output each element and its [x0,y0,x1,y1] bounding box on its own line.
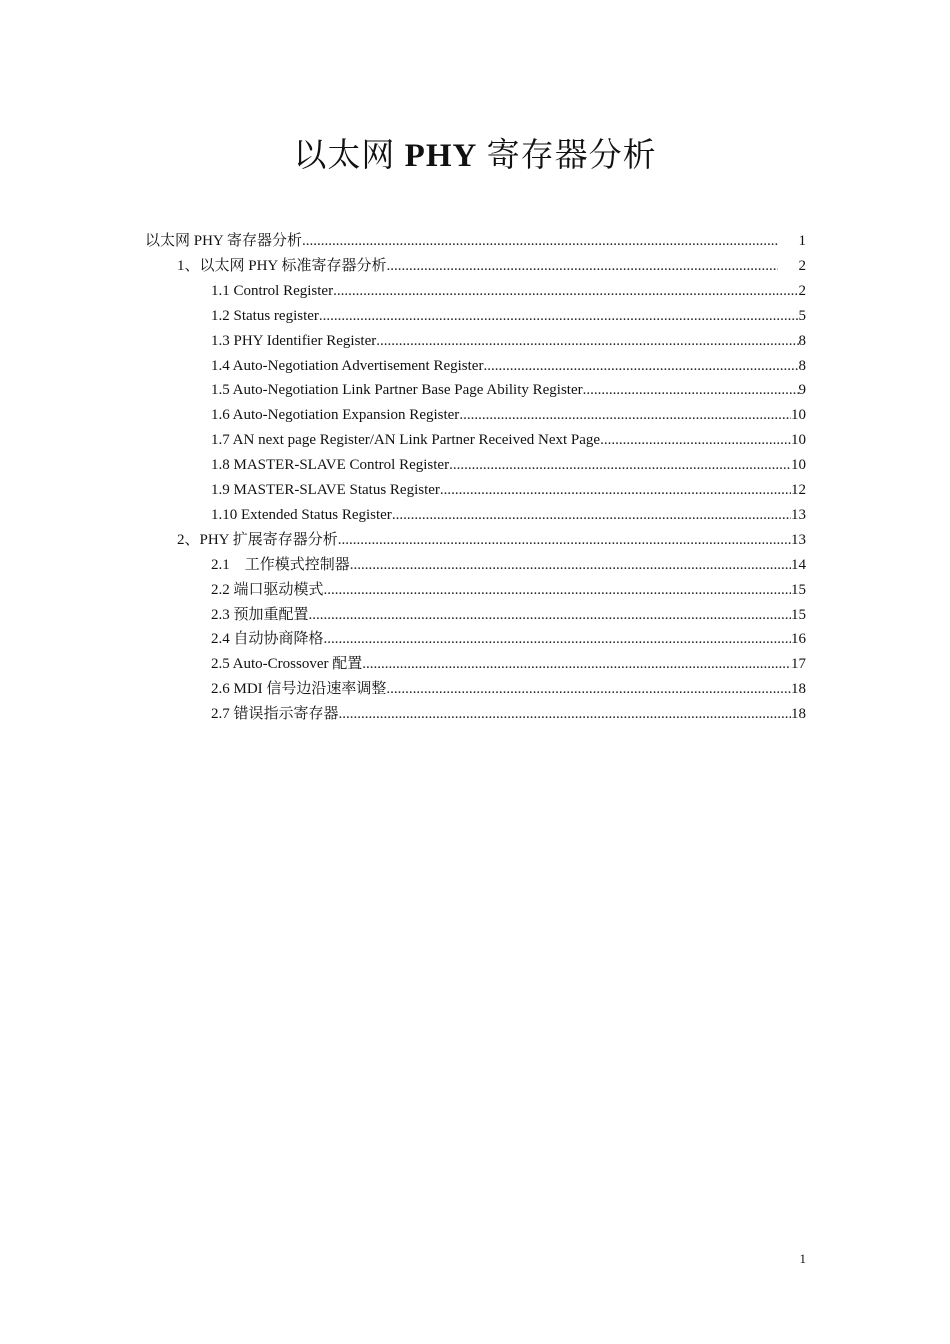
document-title [0,132,950,180]
toc-dot-leader [459,403,791,428]
toc-entry-title: 1.8 MASTER-SLAVE Control Register [211,457,450,474]
toc-dot-leader [302,229,778,254]
toc-entry-page: 15 [791,606,806,623]
toc-entry-title: 1.7 AN next page Register/AN Link Partner Received Next Page [211,432,601,449]
toc-entry-title: 2.1 工作模式控制器 [211,556,350,573]
toc-entry-title: 2.4 自动协商降格 [211,631,324,648]
toc-entry[interactable] [211,503,806,528]
toc-dot-leader [600,428,791,453]
toc-dot-leader [309,603,791,628]
toc-entry-page: 13 [791,531,806,548]
toc-dot-leader [440,478,791,503]
toc-entry-title: 以太网 PHY 寄存器分析 [145,233,302,249]
toc-entry-page: 18 [791,706,806,723]
toc-dot-leader [362,652,791,677]
toc-dot-leader [386,254,778,279]
toc-entry-page: 8 [798,332,806,349]
toc-entry-title: 1.6 Auto-Negotiation Expansion Register [211,407,460,424]
toc-entry-title: 2.6 MDI 信号边沿速率调整 [211,681,387,698]
toc-entry-title: 1、以太网 PHY 标准寄存器分析 [177,257,387,274]
toc-entry-page: 2 [798,257,806,274]
toc-entry[interactable] [211,403,806,428]
toc-entry[interactable] [211,428,806,453]
toc-entry-title: 1.9 MASTER-SLAVE Status Register [211,482,440,498]
toc-dot-leader [392,503,791,528]
toc-entry[interactable] [211,702,806,727]
toc-entry[interactable] [211,453,806,478]
toc-entry[interactable] [211,677,806,702]
toc-entry-page: 5 [798,307,806,324]
toc-entry-title: 1.4 Auto-Negotiation Advertisement Register [211,357,484,374]
toc-dot-leader [319,304,799,329]
toc-entry-title: 2.2 端口驱动模式 [211,581,324,598]
toc-entry-title: 1.1 Control Register [211,282,334,299]
toc-entry-title: 1.2 Status register [211,307,319,324]
toc-dot-leader [339,702,791,727]
toc-entry-title: 2、PHY 扩展寄存器分析 [177,531,338,548]
toc-entry[interactable] [211,603,806,628]
toc-entry-title: 1.3 PHY Identifier Register [211,332,377,349]
title-suffix: 寄存器分析 [486,138,657,174]
toc-entry[interactable] [211,627,806,652]
toc-entry-title: 1.5 Auto-Negotiation Link Partner Base Page Ability Register [211,382,583,399]
toc-entry[interactable] [211,279,806,304]
toc-entry[interactable] [211,578,806,603]
toc-entry-page: 8 [798,357,806,374]
toc-entry-page: 18 [791,681,806,698]
toc-entry[interactable] [211,304,806,329]
toc-entry[interactable] [177,528,806,553]
toc-entry-title: 1.10 Extended Status Register [211,506,392,523]
title-bold-part: PHY [404,138,478,174]
toc-entry-page: 9 [798,382,806,399]
toc-dot-leader [324,627,791,652]
toc-entry-page: 10 [791,407,806,424]
toc-entry-page: 1 [798,233,806,249]
toc-dot-leader [376,329,798,354]
toc-dot-leader [583,378,799,403]
toc-entry-page: 13 [791,506,806,523]
title-prefix: 以太网 [293,138,396,174]
toc-entry-title: 2.7 错误指示寄存器 [211,706,339,723]
toc-entry[interactable] [177,254,806,279]
toc-entry-page: 10 [791,432,806,449]
toc-entry-page: 14 [791,556,806,573]
toc-entry[interactable] [211,652,806,677]
toc-entry-page: 2 [798,282,806,299]
toc-entry[interactable] [211,478,806,503]
toc-entry[interactable] [211,354,806,379]
toc-dot-leader [350,553,791,578]
toc-dot-leader [324,578,791,603]
toc-entry[interactable] [145,229,806,254]
toc-entry-page: 17 [791,656,806,673]
toc-entry[interactable] [211,329,806,354]
toc-entry-title: 2.5 Auto-Crossover 配置 [211,656,363,673]
toc-dot-leader [483,354,798,379]
toc-entry-title: 2.3 预加重配置 [211,606,309,623]
page-number: 1 [799,1251,806,1266]
toc-dot-leader [333,279,798,304]
toc-entry-page: 15 [791,581,806,598]
toc-entry-page: 10 [791,457,806,474]
toc-dot-leader [386,677,791,702]
toc-entry-page: 16 [791,631,806,648]
toc-entry-page: 12 [791,482,806,498]
toc-dot-leader [338,528,791,553]
toc-dot-leader [449,453,791,478]
toc-entry[interactable] [211,378,806,403]
toc-entry[interactable] [211,553,806,578]
